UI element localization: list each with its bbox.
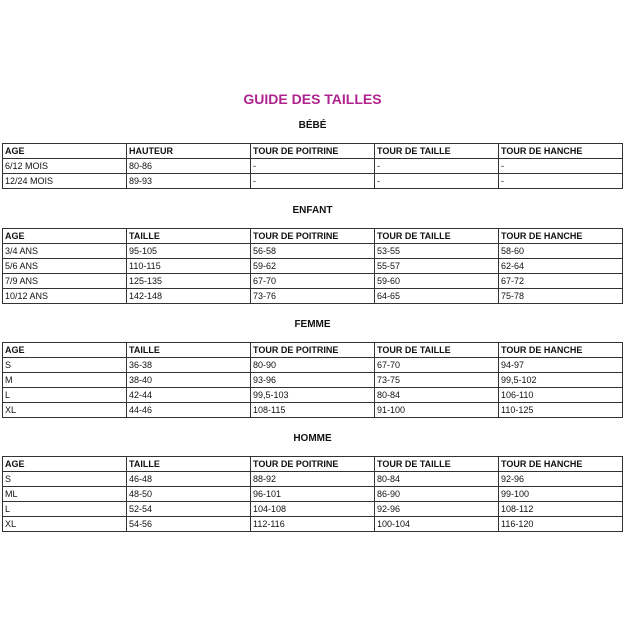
table-cell: 54-56 [127, 517, 251, 532]
table-cell: 95-105 [127, 244, 251, 259]
table-cell: 67-72 [499, 274, 623, 289]
table-header-row [3, 457, 623, 472]
table-cell: 62-64 [499, 259, 623, 274]
table-header-row [3, 343, 623, 358]
column-header: TOUR DE POITRINE [251, 343, 375, 358]
table-cell: 73-76 [251, 289, 375, 304]
table-cell: 75-78 [499, 289, 623, 304]
size-table-femme [2, 342, 623, 418]
table-cell: 42-44 [127, 388, 251, 403]
table-cell: 92-96 [499, 472, 623, 487]
table-cell: - [375, 174, 499, 189]
column-header: TOUR DE POITRINE [251, 457, 375, 472]
column-header: TOUR DE TAILLE [375, 343, 499, 358]
table-cell: - [251, 159, 375, 174]
table-cell: 108-115 [251, 403, 375, 418]
table-row [3, 487, 623, 502]
table-cell: 5/6 ANS [3, 259, 127, 274]
size-table-bebe [2, 143, 623, 189]
table-cell: 59-60 [375, 274, 499, 289]
table-row [3, 373, 623, 388]
table-cell: 80-90 [251, 358, 375, 373]
table-cell: 67-70 [375, 358, 499, 373]
section-title-enfant: ENFANT [292, 205, 333, 216]
table-cell: XL [3, 403, 127, 418]
column-header: TOUR DE HANCHE [499, 457, 623, 472]
table-row [3, 259, 623, 274]
table-cell: 104-108 [251, 502, 375, 517]
table-cell: 73-75 [375, 373, 499, 388]
table-cell: 108-112 [499, 502, 623, 517]
table-header-row [3, 229, 623, 244]
table-cell: 99,5-102 [499, 373, 623, 388]
table-cell: 99,5-103 [251, 388, 375, 403]
table-cell: 125-135 [127, 274, 251, 289]
table-row [3, 517, 623, 532]
section-title-femme: FEMME [294, 319, 331, 330]
table-row [3, 388, 623, 403]
column-header: TOUR DE TAILLE [375, 457, 499, 472]
table-cell: 6/12 MOIS [3, 159, 127, 174]
table-row [3, 159, 623, 174]
column-header: TAILLE [127, 457, 251, 472]
table-cell: 3/4 ANS [3, 244, 127, 259]
table-cell: S [3, 358, 127, 373]
table-cell: 36-38 [127, 358, 251, 373]
table-cell: 92-96 [375, 502, 499, 517]
column-header: AGE [3, 229, 127, 244]
table-cell: 52-54 [127, 502, 251, 517]
page-title: GUIDE DES TAILLES [243, 91, 382, 107]
table-cell: 106-110 [499, 388, 623, 403]
table-cell: - [499, 159, 623, 174]
table-cell: 110-125 [499, 403, 623, 418]
table-cell: 89-93 [127, 174, 251, 189]
table-cell: S [3, 472, 127, 487]
table-cell: L [3, 502, 127, 517]
table-cell: - [375, 159, 499, 174]
table-cell: 44-46 [127, 403, 251, 418]
column-header: TOUR DE TAILLE [375, 144, 499, 159]
table-cell: XL [3, 517, 127, 532]
column-header: AGE [3, 144, 127, 159]
column-header: AGE [3, 457, 127, 472]
column-header: AGE [3, 343, 127, 358]
table-cell: 80-84 [375, 388, 499, 403]
size-table-enfant [2, 228, 623, 304]
table-cell: 86-90 [375, 487, 499, 502]
column-header: TOUR DE HANCHE [499, 343, 623, 358]
table-cell: 56-58 [251, 244, 375, 259]
table-cell: 80-86 [127, 159, 251, 174]
table-cell: 10/12 ANS [3, 289, 127, 304]
table-cell: 88-92 [251, 472, 375, 487]
table-cell: - [499, 174, 623, 189]
column-header: TOUR DE POITRINE [251, 144, 375, 159]
table-cell: 110-115 [127, 259, 251, 274]
table-cell: 99-100 [499, 487, 623, 502]
table-cell: 64-65 [375, 289, 499, 304]
column-header: TOUR DE POITRINE [251, 229, 375, 244]
table-cell: 12/24 MOIS [3, 174, 127, 189]
column-header: TOUR DE HANCHE [499, 229, 623, 244]
table-cell: ML [3, 487, 127, 502]
table-row [3, 289, 623, 304]
column-header: TAILLE [127, 343, 251, 358]
table-cell: 96-101 [251, 487, 375, 502]
table-cell: 59-62 [251, 259, 375, 274]
table-cell: 100-104 [375, 517, 499, 532]
table-cell: 142-148 [127, 289, 251, 304]
table-cell: 48-50 [127, 487, 251, 502]
size-table-homme [2, 456, 623, 532]
column-header: TAILLE [127, 229, 251, 244]
table-cell: 93-96 [251, 373, 375, 388]
table-header-row [3, 144, 623, 159]
table-cell: 7/9 ANS [3, 274, 127, 289]
column-header: HAUTEUR [127, 144, 251, 159]
table-cell: 116-120 [499, 517, 623, 532]
table-cell: 67-70 [251, 274, 375, 289]
table-cell: 46-48 [127, 472, 251, 487]
table-cell: 38-40 [127, 373, 251, 388]
table-cell: M [3, 373, 127, 388]
table-cell: L [3, 388, 127, 403]
table-cell: 112-116 [251, 517, 375, 532]
column-header: TOUR DE HANCHE [499, 144, 623, 159]
column-header: TOUR DE TAILLE [375, 229, 499, 244]
table-row [3, 403, 623, 418]
table-row [3, 174, 623, 189]
section-title-bebe: BÉBÉ [298, 120, 327, 131]
table-row [3, 274, 623, 289]
table-cell: - [251, 174, 375, 189]
table-cell: 94-97 [499, 358, 623, 373]
section-title-homme: HOMME [293, 433, 332, 444]
table-cell: 91-100 [375, 403, 499, 418]
table-row [3, 472, 623, 487]
table-row [3, 244, 623, 259]
table-cell: 80-84 [375, 472, 499, 487]
table-row [3, 358, 623, 373]
table-cell: 58-60 [499, 244, 623, 259]
table-cell: 53-55 [375, 244, 499, 259]
table-cell: 55-57 [375, 259, 499, 274]
table-row [3, 502, 623, 517]
